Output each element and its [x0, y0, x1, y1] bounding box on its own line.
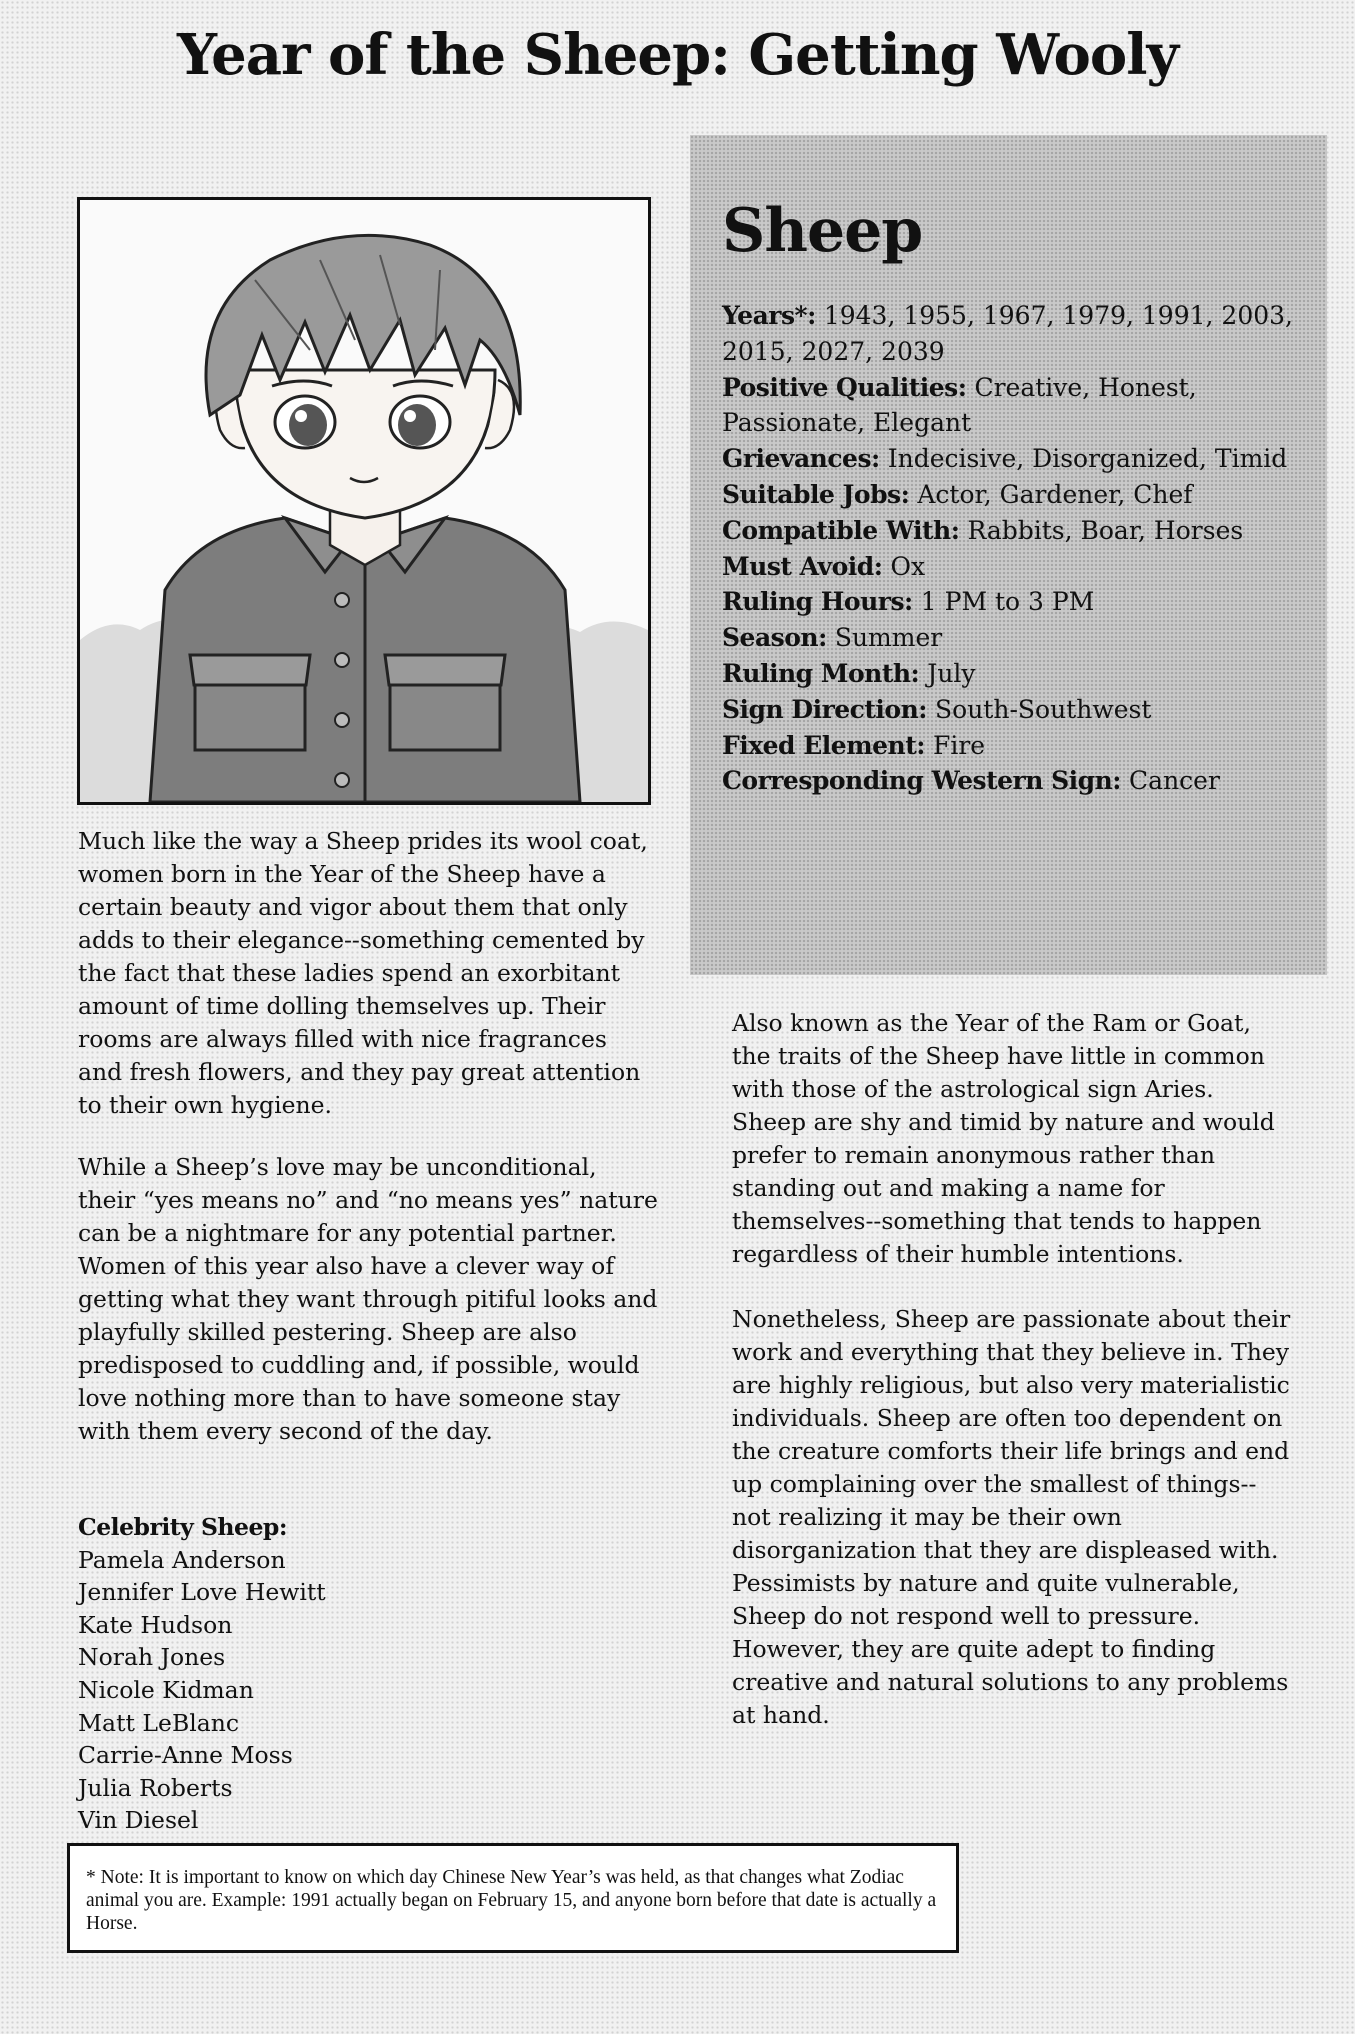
fact-ruling-month — [722, 656, 1312, 692]
button — [335, 713, 349, 727]
fact-season — [722, 620, 1312, 656]
character-illustration — [80, 200, 648, 802]
fact-label: Sign Direction: — [722, 694, 928, 724]
fact-value: South-Southwest — [935, 694, 1152, 724]
fact-must-avoid — [722, 549, 1312, 585]
fact-label: Ruling Month: — [722, 658, 920, 688]
fact-sign-direction — [722, 692, 1312, 728]
fact-label: Corresponding Western Sign: — [722, 766, 1122, 796]
footnote-text: * Note: It is important to know on which day Chinese New Year’s was held, as that changes what Zodiac animal you are. Example: 1991 actually began on February 15, and anyone born before that date is actually a Horse. — [86, 1867, 937, 1934]
fact-label: Season: — [722, 623, 827, 653]
fact-compatible-with — [722, 513, 1312, 549]
fact-value: Rabbits, Boar, Horses — [967, 515, 1244, 545]
fact-grievances — [722, 441, 1312, 477]
fact-value: Ox — [890, 551, 926, 581]
pocket-flap-right — [385, 655, 505, 685]
button — [335, 653, 349, 667]
fact-label: Compatible With: — [722, 515, 960, 545]
fact-label: Positive Qualities: — [722, 372, 967, 402]
sign-name-heading: Sheep — [722, 196, 923, 266]
fact-value: 1943, 1955, 1967, 1979, 1991, 2003, 2015, 2027, 2039 — [722, 301, 1293, 366]
celebrity-name: Vin Diesel — [78, 1806, 199, 1835]
celebrity-name: Carrie-Anne Moss — [78, 1741, 293, 1770]
fact-value: Indecisive, Disorganized, Timid — [887, 444, 1288, 474]
pocket-flap-left — [190, 655, 310, 685]
iris-left — [289, 404, 327, 446]
character-portrait — [77, 197, 651, 805]
celebrity-name: Norah Jones — [78, 1643, 226, 1672]
celebrity-name: Julia Roberts — [78, 1773, 233, 1802]
fact-label: Grievances: — [722, 444, 880, 474]
celebrity-list — [78, 1511, 326, 1837]
button — [335, 773, 349, 787]
eye-highlight — [295, 410, 307, 422]
fact-value: Cancer — [1129, 766, 1220, 796]
fact-positive-qualities — [722, 370, 1312, 442]
celebrity-name: Matt LeBlanc — [78, 1708, 240, 1737]
fact-value: July — [927, 658, 976, 688]
celebrity-name: Kate Hudson — [78, 1610, 233, 1639]
celebrity-name: Jennifer Love Hewitt — [78, 1578, 326, 1607]
fact-western-sign — [722, 763, 1312, 799]
celebrity-name: Nicole Kidman — [78, 1675, 254, 1704]
celebrity-name: Pamela Anderson — [78, 1545, 286, 1574]
fact-value: 1 PM to 3 PM — [920, 587, 1095, 617]
fact-fixed-element — [722, 728, 1312, 764]
fact-value: Summer — [834, 623, 943, 653]
fact-label: Must Avoid: — [722, 551, 883, 581]
body-paragraph: While a Sheep’s love may be unconditional, their “yes means no” and “no means yes” nature can be a nightmare for any potential partner. Women of this year also have a clever way of getting what they want through pitiful looks and playfully skilled pestering. Sheep are also predisposed to cuddling and, if possible, would love nothing more than to have someone stay with them every second of the day. — [78, 1153, 658, 1445]
eye-highlight — [404, 410, 416, 422]
fact-suitable-jobs — [722, 477, 1312, 513]
fact-years — [722, 298, 1312, 370]
body-paragraph: Much like the way a Sheep prides its wool coat, women born in the Year of the Sheep have a certain beauty and vigor about them that only adds to their elegance--something cemented by the fact that these ladies spend an exorbitant amount of time dolling themselves up. Their rooms are always filled with nice fragrances and fresh flowers, and they pay great attention to their own hygiene. — [78, 827, 648, 1119]
sign-facts-list — [722, 298, 1312, 799]
fact-label: Suitable Jobs: — [722, 479, 910, 509]
celebrity-names — [78, 1544, 326, 1837]
fact-label: Years*: — [722, 301, 816, 330]
celebrity-list-title: Celebrity Sheep: — [78, 1513, 288, 1541]
fact-value: Actor, Gardener, Chef — [917, 479, 1193, 509]
body-paragraph: Also known as the Year of the Ram or Goat, the traits of the Sheep have little in common with those of the astrological sign Aries. Sheep are shy and timid by nature and would prefer to remain anonymous rather than standing out and making a name for themselves--something that tends to happen regardless of their humble intentions. — [732, 1009, 1275, 1268]
iris-right — [398, 404, 436, 446]
fact-ruling-hours — [722, 584, 1312, 620]
fact-label: Fixed Element: — [722, 730, 926, 760]
button — [335, 593, 349, 607]
page-title: Year of the Sheep: Getting Wooly — [176, 22, 1179, 88]
face — [235, 370, 495, 518]
fact-value: Creative, Honest, Passionate, Elegant — [722, 372, 1197, 438]
fact-value: Fire — [933, 730, 986, 760]
footnote-box — [67, 1843, 959, 1953]
body-paragraph: Nonetheless, Sheep are passionate about their work and everything that they believe in. They are highly religious, but also very materialistic individuals. Sheep are often too dependent on the creature comforts their life brings and end up complaining over the smallest of things--not realizing it may be their own disorganization that they are displeased with. Pessimists by nature and quite vulnerable, Sheep do not respond well to pressure. However, they are quite adept to finding creative and natural solutions to any problems at hand. — [732, 1305, 1291, 1729]
fact-label: Ruling Hours: — [722, 587, 913, 617]
